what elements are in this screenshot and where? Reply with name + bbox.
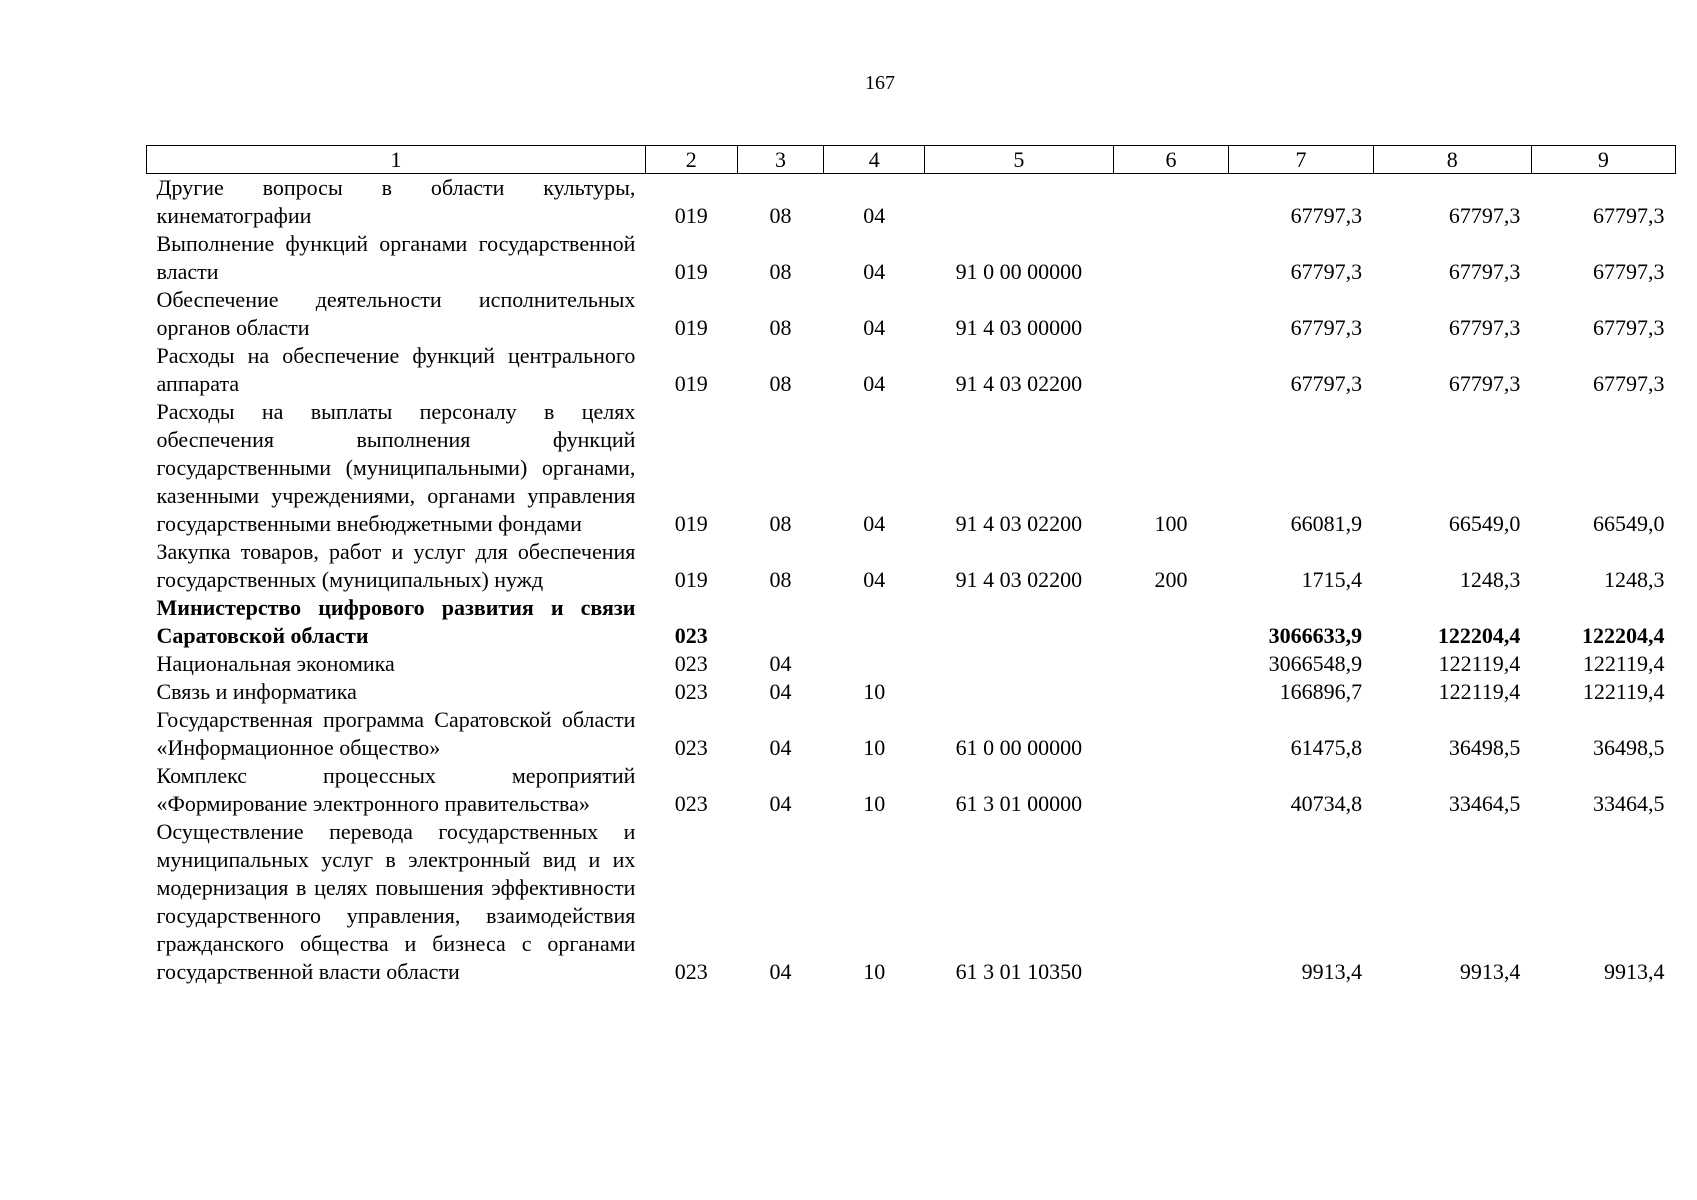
cell-section-code: 04 xyxy=(769,791,792,816)
cell-target-article xyxy=(925,678,1113,706)
cell-amount-col8: 66549,0 xyxy=(1448,511,1521,536)
cell-section-code: 04 xyxy=(769,679,792,704)
cell-amount-col8: 36498,5 xyxy=(1448,735,1521,760)
row-description: Комплекс процессных мероприятий «Формирование электронного правительства» xyxy=(156,763,636,816)
cell-ministry-code: 023 xyxy=(674,959,708,984)
cell-amount-col9: 33464,5 xyxy=(1593,791,1665,816)
cell-expense-type xyxy=(1113,818,1229,986)
row-description: Другие вопросы в области культуры, кинематографии xyxy=(156,175,636,228)
cell-section-code: 08 xyxy=(769,203,792,228)
cell-amount-col8: 1248,3 xyxy=(1459,567,1521,592)
cell-amount-col9: 67797,3 xyxy=(1593,203,1665,228)
cell-target-article: 91 4 03 00000 xyxy=(955,315,1083,340)
table-row xyxy=(147,286,1676,342)
row-description: Связь и информатика xyxy=(156,679,357,704)
cell-amount-col7: 67797,3 xyxy=(1290,371,1363,396)
cell-subsection-code: 10 xyxy=(863,959,886,984)
cell-expense-type xyxy=(1113,678,1229,706)
cell-subsection-code: 10 xyxy=(863,791,886,816)
column-header: 2 xyxy=(645,146,737,174)
cell-subsection-code: 04 xyxy=(863,203,886,228)
cell-expense-type xyxy=(1113,174,1229,231)
cell-target-article: 61 3 01 10350 xyxy=(955,959,1083,984)
cell-target-article: 91 0 00 00000 xyxy=(955,259,1083,284)
cell-subsection-code: 04 xyxy=(863,259,886,284)
cell-target-article xyxy=(925,174,1113,231)
cell-amount-col8: 67797,3 xyxy=(1448,371,1521,396)
cell-expense-type xyxy=(1113,286,1229,342)
cell-amount-col9: 122119,4 xyxy=(1582,679,1665,704)
table-row xyxy=(147,174,1676,231)
cell-ministry-code: 023 xyxy=(674,679,708,704)
cell-ministry-code: 023 xyxy=(674,623,708,648)
column-header: 6 xyxy=(1113,146,1229,174)
cell-subsection-code xyxy=(824,594,925,650)
column-header: 5 xyxy=(925,146,1113,174)
cell-amount-col8: 33464,5 xyxy=(1448,791,1521,816)
cell-section-code: 04 xyxy=(769,651,792,676)
cell-amount-col9: 67797,3 xyxy=(1593,315,1665,340)
cell-expense-type xyxy=(1113,342,1229,398)
cell-section-code: 08 xyxy=(769,315,792,340)
cell-amount-col9: 36498,5 xyxy=(1593,735,1665,760)
table-body xyxy=(147,174,1676,987)
cell-amount-col7: 67797,3 xyxy=(1290,315,1363,340)
row-description: Закупка товаров, работ и услуг для обеспечения государственных (муниципальных) нужд xyxy=(156,539,636,592)
row-description: Выполнение функций органами государственной власти xyxy=(156,231,636,284)
cell-subsection-code: 04 xyxy=(863,315,886,340)
cell-ministry-code: 019 xyxy=(674,203,708,228)
cell-ministry-code: 023 xyxy=(674,735,708,760)
cell-amount-col8: 122119,4 xyxy=(1438,679,1521,704)
cell-amount-col7: 166896,7 xyxy=(1279,679,1363,704)
cell-ministry-code: 019 xyxy=(674,259,708,284)
cell-expense-type: 200 xyxy=(1154,567,1188,592)
table-row xyxy=(147,762,1676,818)
cell-subsection-code: 10 xyxy=(863,735,886,760)
cell-section-code xyxy=(737,594,824,650)
column-header: 1 xyxy=(147,146,646,174)
cell-amount-col8: 9913,4 xyxy=(1459,959,1521,984)
cell-amount-col7: 67797,3 xyxy=(1290,203,1363,228)
cell-subsection-code: 10 xyxy=(863,679,886,704)
cell-ministry-code: 019 xyxy=(674,567,708,592)
cell-target-article xyxy=(925,594,1113,650)
cell-target-article: 91 4 03 02200 xyxy=(955,567,1083,592)
table-row xyxy=(147,398,1676,538)
column-header: 7 xyxy=(1229,146,1373,174)
cell-target-article xyxy=(925,650,1113,678)
row-description: Осуществление перевода государственных и муниципальных услуг в электронный вид и их модернизация в целях повышения эффективности государственного управления, взаимодействия гражданского общества и бизнеса с органами государственной власти области xyxy=(156,819,636,984)
cell-expense-type: 100 xyxy=(1154,511,1188,536)
table-row xyxy=(147,230,1676,286)
cell-amount-col9: 9913,4 xyxy=(1604,959,1665,984)
table-row xyxy=(147,650,1676,678)
cell-amount-col8: 122119,4 xyxy=(1438,651,1521,676)
cell-expense-type xyxy=(1113,230,1229,286)
cell-ministry-code: 023 xyxy=(674,791,708,816)
cell-amount-col7: 3066548,9 xyxy=(1268,651,1363,676)
page-number: 167 xyxy=(865,72,895,94)
cell-amount-col8: 67797,3 xyxy=(1448,315,1521,340)
cell-amount-col9: 122119,4 xyxy=(1582,651,1665,676)
cell-amount-col7: 1715,4 xyxy=(1301,567,1363,592)
column-header: 3 xyxy=(737,146,824,174)
cell-section-code: 08 xyxy=(769,259,792,284)
table-row xyxy=(147,538,1676,594)
table-row xyxy=(147,818,1676,986)
cell-amount-col9: 1248,3 xyxy=(1604,567,1665,592)
cell-amount-col7: 67797,3 xyxy=(1290,259,1363,284)
cell-ministry-code: 019 xyxy=(674,315,708,340)
header-row xyxy=(147,146,1676,174)
row-description: Обеспечение деятельности исполнительных органов области xyxy=(156,287,636,340)
cell-target-article: 91 4 03 02200 xyxy=(955,511,1083,536)
row-description: Расходы на выплаты персоналу в целях обеспечения выполнения функций государственными (муниципальными) органами, казенными учреждениями, органами управления государственными внебюджетными фондами xyxy=(156,399,636,536)
cell-target-article: 61 0 00 00000 xyxy=(955,735,1083,760)
cell-amount-col7: 9913,4 xyxy=(1301,959,1363,984)
cell-amount-col9: 67797,3 xyxy=(1593,371,1665,396)
column-header: 8 xyxy=(1373,146,1531,174)
row-description: Министерство цифрового развития и связи Саратовской области xyxy=(156,595,636,648)
cell-subsection-code xyxy=(824,650,925,678)
row-description: Национальная экономика xyxy=(156,651,395,676)
cell-expense-type xyxy=(1113,594,1229,650)
row-description: Расходы на обеспечение функций центрального аппарата xyxy=(156,343,636,396)
column-header: 4 xyxy=(824,146,925,174)
cell-amount-col9: 67797,3 xyxy=(1593,259,1665,284)
cell-amount-col8: 122204,4 xyxy=(1437,623,1521,648)
table-row xyxy=(147,342,1676,398)
cell-ministry-code: 019 xyxy=(674,511,708,536)
cell-subsection-code: 04 xyxy=(863,567,886,592)
cell-expense-type xyxy=(1113,762,1229,818)
cell-subsection-code: 04 xyxy=(863,511,886,536)
cell-section-code: 08 xyxy=(769,567,792,592)
cell-section-code: 08 xyxy=(769,511,792,536)
cell-ministry-code: 019 xyxy=(674,371,708,396)
cell-amount-col9: 122204,4 xyxy=(1582,623,1665,648)
table-row xyxy=(147,706,1676,762)
budget-table xyxy=(146,145,1676,986)
cell-amount-col7: 66081,9 xyxy=(1290,511,1363,536)
cell-ministry-code: 023 xyxy=(674,651,708,676)
cell-amount-col8: 67797,3 xyxy=(1448,259,1521,284)
row-description: Государственная программа Саратовской области «Информационное общество» xyxy=(156,707,636,760)
column-header: 9 xyxy=(1531,146,1675,174)
cell-section-code: 04 xyxy=(769,735,792,760)
cell-target-article: 91 4 03 02200 xyxy=(955,371,1083,396)
cell-amount-col7: 61475,8 xyxy=(1290,735,1363,760)
cell-expense-type xyxy=(1113,706,1229,762)
table-row xyxy=(147,594,1676,650)
cell-expense-type xyxy=(1113,650,1229,678)
cell-target-article: 61 3 01 00000 xyxy=(955,791,1083,816)
cell-amount-col9: 66549,0 xyxy=(1593,511,1665,536)
table-row xyxy=(147,678,1676,706)
cell-amount-col7: 3066633,9 xyxy=(1268,623,1363,648)
cell-amount-col7: 40734,8 xyxy=(1290,791,1363,816)
cell-section-code: 04 xyxy=(769,959,792,984)
cell-subsection-code: 04 xyxy=(863,371,886,396)
cell-section-code: 08 xyxy=(769,371,792,396)
cell-amount-col8: 67797,3 xyxy=(1448,203,1521,228)
